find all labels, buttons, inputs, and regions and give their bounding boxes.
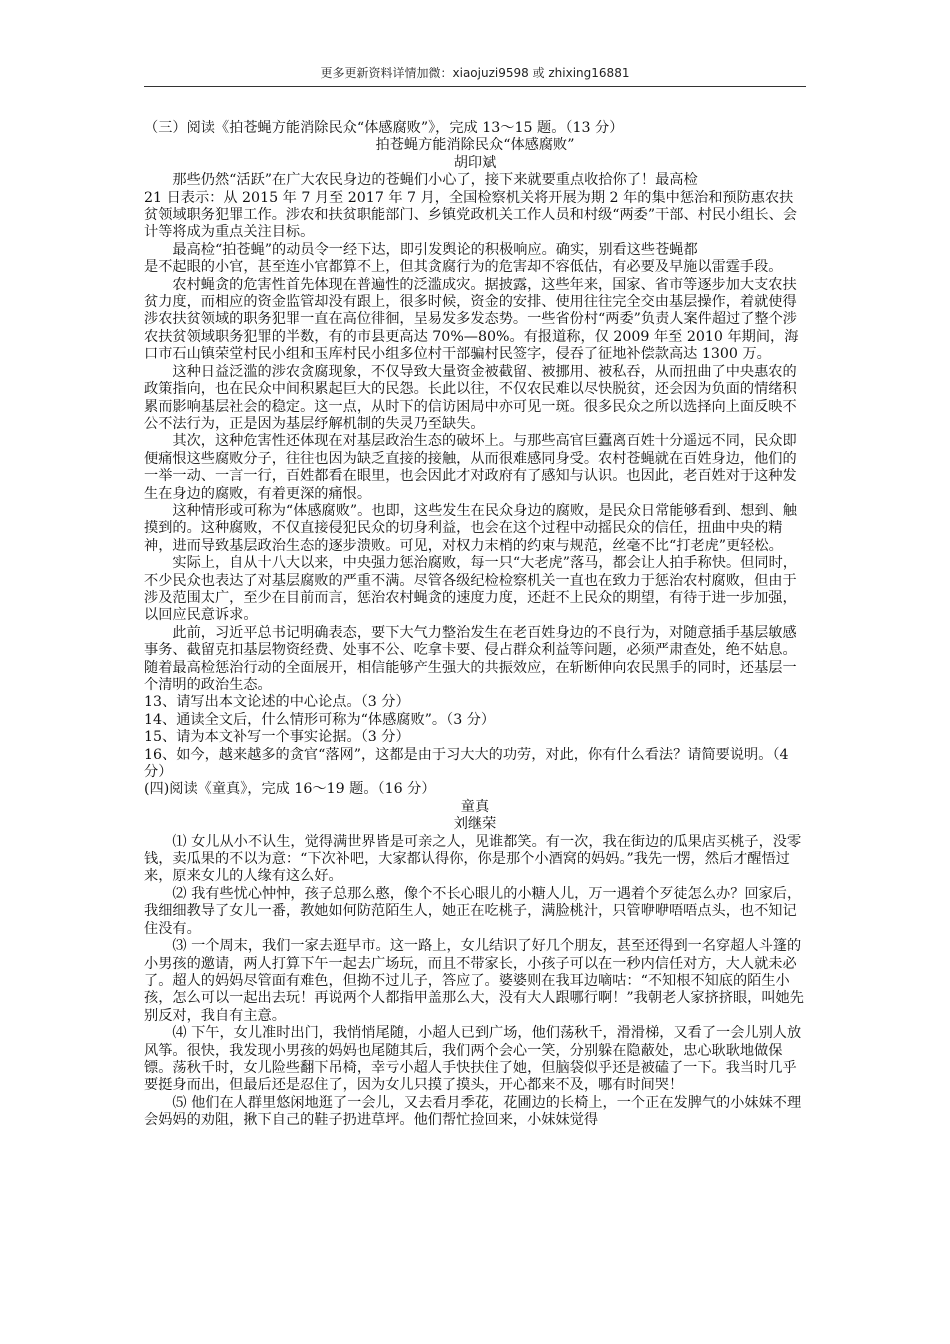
section4-paragraph: ⑴ 女儿从小不认生，觉得满世界皆是可亲之人，见谁都笑。有一次，我在街边的瓜果店买桃子，没零钱，卖瓜果的不以为意：“下次补吧，大家都认得你，你是那个小酒窝的妈妈。”我先一愣，然后才醒悟过来，原来女儿的人缘有这么好。 xyxy=(144,833,802,885)
section3-paragraph: 其次，这种危害性还体现在对基层政治生态的破坏上。与那些高官巨蠹离百姓十分遥远不同，民众即便痛恨这些腐败分子，往往也因为缺乏直接的接触，从而很难感同身受。农村苍蝇就在百姓身边，他们的一举一动、一言一行，百姓都看在眼里，也会因此才对政府有了感知与认识。也因此，老百姓对于这种发生在身边的腐败，有着更深的痛恨。 xyxy=(144,433,797,502)
section3-paragraph: 21 日表示：从 2015 年 7 月至 2017 年 7 月，全国检察机关将开展为期 2 年的集中惩治和预防惠农扶贫领域职务犯罪工作。涉农和扶贫职能部门、乡镇党政机关工作人员和村级“两委”干部、村民小组长、会计等将成为重点关注目标。 xyxy=(144,189,797,241)
section4-paragraph: ⑵ 我有些忧心忡忡，孩子总那么憨，像个不长心眼儿的小糖人儿，万一遇着个歹徒怎么办？回家后，我细细教导了女儿一番，教她如何防范陌生人，她正在吃桃子，满脸桃汁，只管咿咿唔唔点头，也不知记住没有。 xyxy=(144,885,802,937)
section4-paragraph: ⑶ 一个周末，我们一家去逛早市。这一路上，女儿结识了好几个朋友，甚至还得到一名穿超人斗篷的小男孩的邀请，两人打算下午一起去广场玩，而且不带家长，小孩子可以在一秒内信任对方，大人就未必了。超人的妈妈尽管面有难色，但拗不过儿子，答应了。婆婆则在我耳边嘀咕：“不知根不知底的陌生小孩，怎么可以一起出去玩！再说两个人都指甲盖那么大，没有大人跟哪行啊！”我朝老人家挤挤眼，叫她先别反对，我自有主意。 xyxy=(144,938,804,1024)
page-header: 更多更新资料详情加微：xiaojuzi9598 或 zhixing16881 xyxy=(320,66,630,80)
question-16: 16、如今，越来越多的贪官“落网”，这都是由于习大大的功劳，对此，你有什么看法？请简要说明。（4 分） xyxy=(144,746,789,781)
section3-paragraph: 此前，习近平总书记明确表态，要下大气力整治发生在老百姓身边的不良行为，对随意插手基层敏感事务、截留克扣基层物资经费、处事不公、吃拿卡要、侵占群众利益等问题，必须严肃查处，绝不姑息。随着最高检惩治行动的全面展开，相信能够产生强大的共振效应，在斩断伸向农民黑手的同时，还基层一个清明的政治生态。 xyxy=(144,624,797,693)
section3-paragraph: 是不起眼的小官，甚至连小官都算不上，但其贪腐行为的危害却不容低估，有必要及早施以雷霆手段。 xyxy=(144,259,783,276)
question-15: 15、请为本文补写一个事实论据。（3 分） xyxy=(144,729,410,746)
section3-paragraph: 那些仍然“活跃”在广大农民身边的苍蝇们小心了，接下来就要重点收拾你了！最高检 xyxy=(172,172,698,189)
section3-paragraph: 最高检“拍苍蝇”的动员令一经下达，即引发舆论的积极响应。确实，别看这些苍蝇都 xyxy=(172,241,698,258)
section4-paragraph: ⑷ 下午，女儿准时出门，我悄悄尾随，小超人已到广场，他们荡秋千，滑滑梯，又看了一会儿别人放风筝。很快，我发现小男孩的妈妈也尾随其后，我们两个会心一笑，分别躲在隐蔽处，忠心耿耿地做保镖。荡秋千时，女儿险些翻下吊椅，幸亏小超人手快扶住了她，但脑袋似乎还是被磕了一下。我当时几乎要挺身而出，但最后还是忍住了，因为女儿只摸了摸头，开心都来不及，哪有时间哭！ xyxy=(144,1025,802,1094)
section3-paragraph: 实际上，自从十八大以来，中央强力惩治腐败，每一只“大老虎”落马，都会让人拍手称快。但同时，不少民众也表达了对基层腐败的严重不满。尽管各级纪检检察机关一直也在致力于惩治农村腐败，但由于涉及范围太广，至少在目前而言，惩治农村蝇贪的速度力度，还赶不上民众的期望，有待于进一步加强，以回应民意诉求。 xyxy=(144,555,797,624)
section3-author: 胡印斌 xyxy=(453,154,497,171)
document-body xyxy=(144,120,806,1130)
question-13: 13、请写出本文论述的中心论点。（3 分） xyxy=(144,694,410,711)
section3-paragraph: 这种情形或可称为“体感腐败”。也即，这些发生在民众身边的腐败，是民众日常能够看到、想到、触摸到的。这种腐败，不仅直接侵犯民众的切身利益，也会在这个过程中动摇民众的信任，扭曲中央的精神，进而导致基层政治生态的逐步溃败。可见，对权力末梢的约束与规范，丝毫不比“打老虎”更轻松。 xyxy=(144,502,797,554)
section3-intro: （三）阅读《拍苍蝇方能消除民众“体感腐败”》，完成 13～15 题。（13 分） xyxy=(144,120,624,136)
section4-intro: (四)阅读《童真》，完成 16～19 题。（16 分） xyxy=(144,781,436,798)
section4-author: 刘继荣 xyxy=(453,816,497,833)
section3-paragraph: 这种日益泛滥的涉农贪腐现象，不仅导致大量资金被截留、被挪用、被私吞，从而扭曲了中央惠农的政策指向，也在民众中间积累起巨大的民怨。长此以往，不仅农民难以尽快脱贫，还会因为负面的情绪积累而影响基层社会的稳定。这一点，从时下的信访困局中亦可见一斑。很多民众之所以选择向上面反映不公不法行为，正是因为基层纾解机制的失灵乃至缺失。 xyxy=(144,363,797,432)
section4-article-title: 童真 xyxy=(460,798,490,815)
section3-paragraph: 农村蝇贪的危害性首先体现在普遍性的泛滥成灾。据披露，这些年来，国家、省市等逐步加大支农扶贫力度，而相应的资金监管却没有跟上，很多时候，资金的安排、使用往往完全交由基层操作，着就使得涉农扶贫领域的职务犯罪一直在高位徘徊，呈易发多发态势。一些省份村“两委”负责人案件超过了整个涉农扶贫领域职务犯罪的半数，有的市县更高达 70%—80%。有报道称，仅 2009 年至 2010 年期间，海口市石山镇荣堂村民小组和玉库村民小组多位村干部骗村民签字，侵吞了征地补偿款高达 1300 万。 xyxy=(144,276,799,363)
header-divider xyxy=(144,86,806,87)
section4-paragraph: ⑸ 他们在人群里悠闲地逛了一会儿，又去看月季花，花圃边的长椅上，一个正在发脾气的小妹妹不理会妈妈的劝阻，揪下自己的鞋子扔进草坪。他们帮忙捡回来，小妹妹觉得 xyxy=(144,1094,802,1129)
question-14: 14、通读全文后，什么情形可称为“体感腐败”。（3 分） xyxy=(144,711,496,728)
section3-article-title: 拍苍蝇方能消除民众“体感腐败” xyxy=(375,137,575,154)
